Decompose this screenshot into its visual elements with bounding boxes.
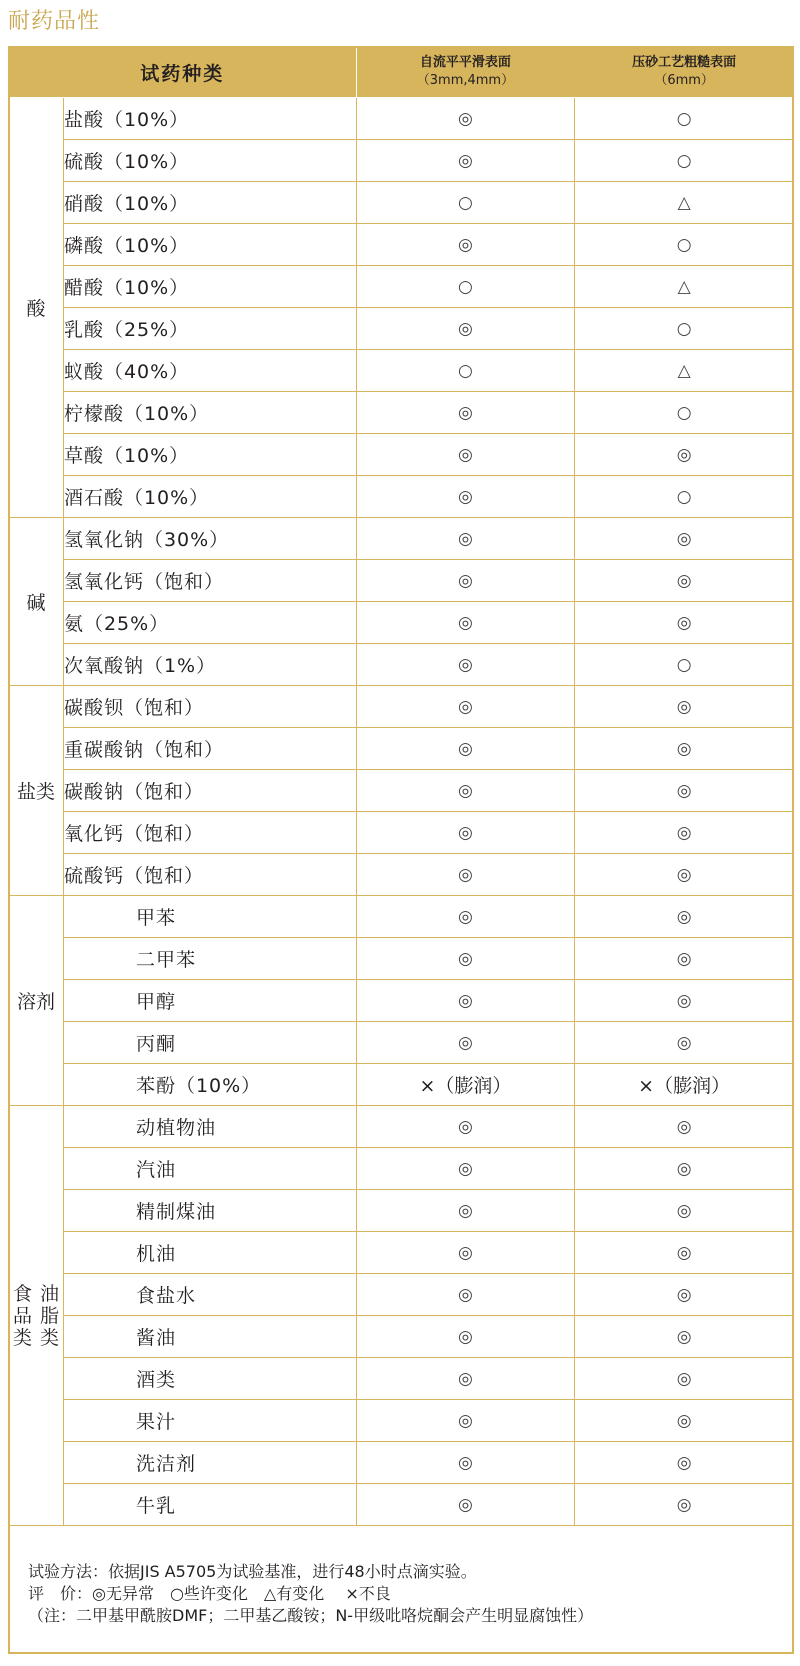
smooth-surface-rating: ◎ — [356, 1106, 575, 1148]
category-cell: 酸 — [9, 98, 64, 518]
rough-surface-rating: ◎ — [575, 812, 794, 854]
header-smooth-title: 自流平平滑表面 — [419, 55, 511, 70]
reagent-name: 丙酮 — [63, 1022, 356, 1064]
reagent-name: 酒类 — [63, 1358, 356, 1400]
rough-surface-rating: ◎ — [575, 1442, 794, 1484]
smooth-surface-rating: ◎ — [356, 140, 575, 182]
reagent-name: 碳酸钠（饱和） — [63, 770, 356, 812]
rough-surface-rating: ◎ — [575, 602, 794, 644]
reagent-name: 食盐水 — [63, 1274, 356, 1316]
reagent-name: 次氧酸钠（1%） — [63, 644, 356, 686]
rough-surface-rating: ○ — [575, 308, 794, 350]
smooth-surface-rating: ◎ — [356, 938, 575, 980]
category-cell: 碱 — [9, 518, 64, 686]
note-test-method: 试验方法：依据JIS A5705为试验基准，进行48小时点滴实验。 — [28, 1562, 477, 1581]
smooth-surface-rating: ◎ — [356, 476, 575, 518]
reagent-name: 柠檬酸（10%） — [63, 392, 356, 434]
smooth-surface-rating: ◎ — [356, 812, 575, 854]
rough-surface-rating: ◎ — [575, 1148, 794, 1190]
smooth-surface-rating: ◎ — [356, 644, 575, 686]
reagent-name: 草酸（10%） — [63, 434, 356, 476]
smooth-surface-rating: ◎ — [356, 896, 575, 938]
table-frame — [8, 46, 794, 1654]
category-cell: 盐类 — [9, 686, 64, 896]
rough-surface-rating: ◎ — [575, 770, 794, 812]
rough-surface-rating: ◎ — [575, 1022, 794, 1064]
category-cell: 溶剂 — [9, 896, 64, 1106]
reagent-name: 蚁酸（40%） — [63, 350, 356, 392]
reagent-name: 甲苯 — [63, 896, 356, 938]
smooth-surface-rating: ◎ — [356, 224, 575, 266]
notes — [28, 1561, 788, 1627]
rough-surface-rating: △ — [575, 350, 794, 392]
smooth-surface-rating: ◎ — [356, 1358, 575, 1400]
rough-surface-rating: ◎ — [575, 1274, 794, 1316]
rough-surface-rating: ◎ — [575, 1106, 794, 1148]
reagent-name: 苯酚（10%） — [63, 1064, 356, 1106]
rough-surface-rating: △ — [575, 266, 794, 308]
reagent-name: 酒石酸（10%） — [63, 476, 356, 518]
category-label-column: 食 品 类 — [12, 1282, 32, 1349]
rough-surface-rating: ◎ — [575, 1232, 794, 1274]
header-rough-thickness: （6mm） — [654, 73, 714, 88]
smooth-surface-rating: ◎ — [356, 1148, 575, 1190]
reagent-name: 洗洁剂 — [63, 1442, 356, 1484]
reagent-name: 硝酸（10%） — [63, 182, 356, 224]
rough-surface-rating: ◎ — [575, 434, 794, 476]
smooth-surface-rating: ◎ — [356, 770, 575, 812]
smooth-surface-rating: ◎ — [356, 602, 575, 644]
category-label-column: 油 脂 类 — [39, 1282, 59, 1349]
smooth-surface-rating: ◎ — [356, 686, 575, 728]
reagent-name: 牛乳 — [63, 1484, 356, 1526]
rough-surface-rating: ○ — [575, 476, 794, 518]
smooth-surface-rating: ◎ — [356, 1022, 575, 1064]
reagent-name: 汽油 — [63, 1148, 356, 1190]
smooth-surface-rating: ○ — [356, 182, 575, 224]
reagent-name: 磷酸（10%） — [63, 224, 356, 266]
smooth-surface-rating: ◎ — [356, 1274, 575, 1316]
smooth-surface-rating: ◎ — [356, 98, 575, 140]
reagent-name: 乳酸（25%） — [63, 308, 356, 350]
rough-surface-rating: ○ — [575, 644, 794, 686]
rough-surface-rating: ◎ — [575, 1358, 794, 1400]
rough-surface-rating: ◎ — [575, 938, 794, 980]
reagent-name: 二甲苯 — [63, 938, 356, 980]
rough-surface-rating: ◎ — [575, 1400, 794, 1442]
reagent-name: 醋酸（10%） — [63, 266, 356, 308]
smooth-surface-rating: ◎ — [356, 1442, 575, 1484]
note-caution: （注：二甲基甲酰胺DMF；二甲基乙酸铵；N-甲级吡咯烷酮会产生明显腐蚀性） — [28, 1606, 594, 1625]
rough-surface-rating: ○ — [575, 140, 794, 182]
reagent-name: 动植物油 — [63, 1106, 356, 1148]
reagent-name: 硫酸钙（饱和） — [63, 854, 356, 896]
reagent-name: 氢氧化钠（30%） — [63, 518, 356, 560]
smooth-surface-rating: ○ — [356, 350, 575, 392]
smooth-surface-rating: ○ — [356, 266, 575, 308]
reagent-name: 氨（25%） — [63, 602, 356, 644]
reagent-name: 重碳酸钠（饱和） — [63, 728, 356, 770]
rough-surface-rating: ○ — [575, 98, 794, 140]
reagent-name: 果汁 — [63, 1400, 356, 1442]
rough-surface-rating: ◎ — [575, 1316, 794, 1358]
reagent-name: 酱油 — [63, 1316, 356, 1358]
rough-surface-rating: ○ — [575, 392, 794, 434]
rough-surface-rating: ◎ — [575, 1484, 794, 1526]
smooth-surface-rating: ◎ — [356, 560, 575, 602]
rough-surface-rating: ◎ — [575, 728, 794, 770]
rough-surface-rating: ◎ — [575, 896, 794, 938]
smooth-surface-rating: ◎ — [356, 434, 575, 476]
smooth-surface-rating: ◎ — [356, 392, 575, 434]
reagent-name: 氢氧化钙（饱和） — [63, 560, 356, 602]
reagent-name: 甲醇 — [63, 980, 356, 1022]
smooth-surface-rating: ◎ — [356, 1232, 575, 1274]
header-smooth-thickness: （3mm,4mm） — [416, 73, 515, 88]
rough-surface-rating: △ — [575, 182, 794, 224]
smooth-surface-rating: ◎ — [356, 1190, 575, 1232]
reagent-name: 氧化钙（饱和） — [63, 812, 356, 854]
rough-surface-rating: ◎ — [575, 854, 794, 896]
rough-surface-rating: ◎ — [575, 980, 794, 1022]
smooth-surface-rating: ◎ — [356, 308, 575, 350]
header-reagent-type: 试药种类 — [9, 47, 357, 98]
note-evaluation-legend: 评 价：◎无异常 ○些许变化 △有变化 ×不良 — [28, 1584, 391, 1603]
rough-surface-rating: ◎ — [575, 1190, 794, 1232]
rough-surface-rating: ×（膨润） — [575, 1064, 794, 1106]
page-title: 耐药品性 — [8, 9, 101, 34]
smooth-surface-rating: ◎ — [356, 1484, 575, 1526]
smooth-surface-rating: ◎ — [356, 854, 575, 896]
reagent-name: 盐酸（10%） — [63, 98, 356, 140]
smooth-surface-rating: ◎ — [356, 518, 575, 560]
rough-surface-rating: ◎ — [575, 518, 794, 560]
rough-surface-rating: ◎ — [575, 686, 794, 728]
reagent-name: 硫酸（10%） — [63, 140, 356, 182]
header-rough-title: 压砂工艺粗糙表面 — [632, 55, 737, 70]
smooth-surface-rating: ◎ — [356, 1316, 575, 1358]
reagent-name: 碳酸钡（饱和） — [63, 686, 356, 728]
smooth-surface-rating: ◎ — [356, 980, 575, 1022]
smooth-surface-rating: ◎ — [356, 728, 575, 770]
smooth-surface-rating: ◎ — [356, 1400, 575, 1442]
rough-surface-rating: ○ — [575, 224, 794, 266]
reagent-name: 精制煤油 — [63, 1190, 356, 1232]
smooth-surface-rating: ×（膨润） — [356, 1064, 575, 1106]
rough-surface-rating: ◎ — [575, 560, 794, 602]
reagent-name: 机油 — [63, 1232, 356, 1274]
